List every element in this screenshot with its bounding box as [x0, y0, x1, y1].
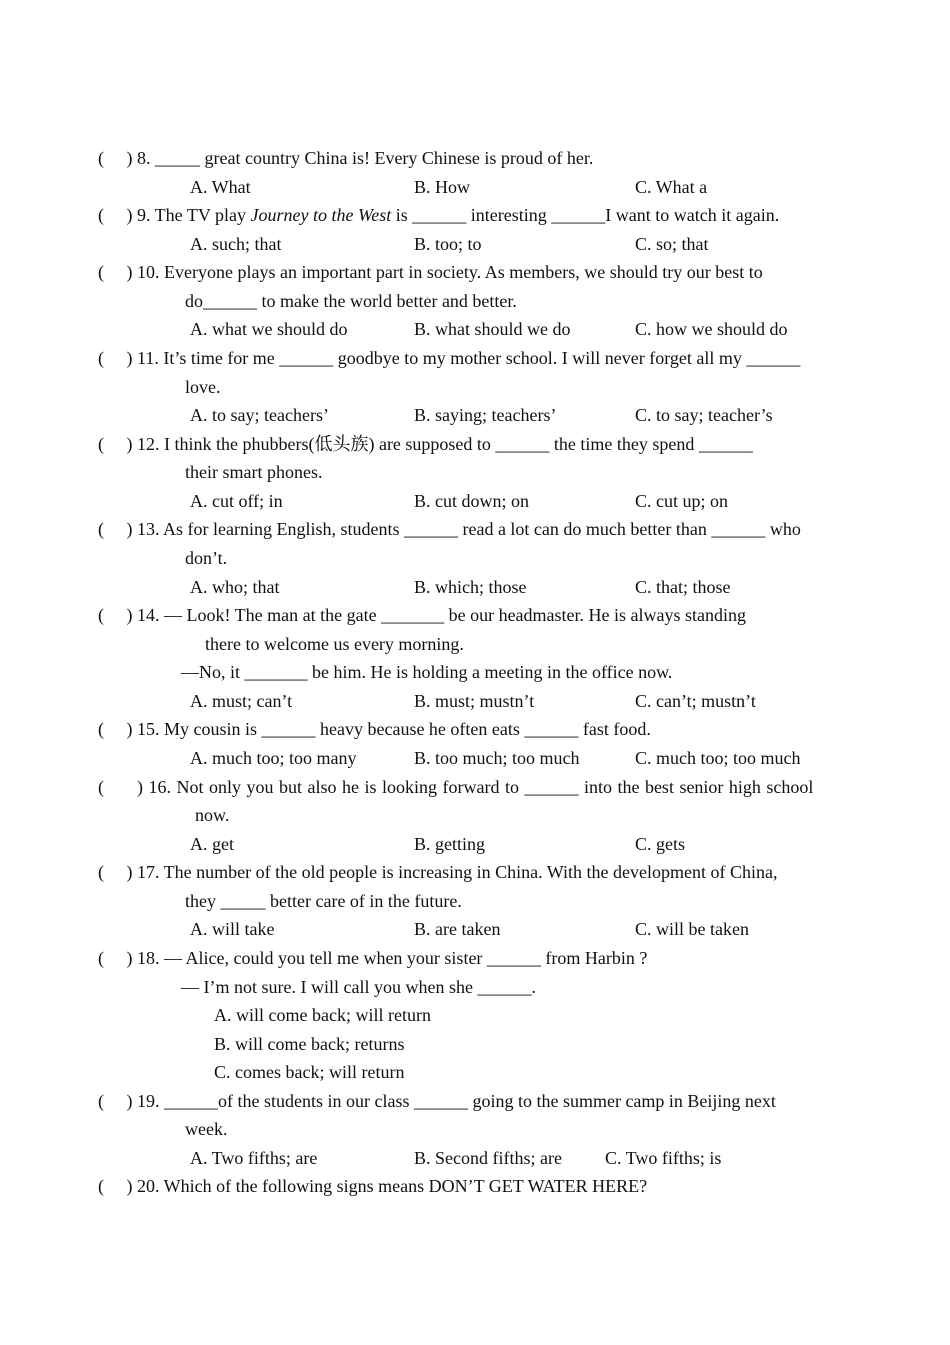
question-16-option-b: B. getting	[414, 834, 485, 854]
question-14-option-a: A. must; can’t	[190, 691, 293, 711]
question-9-option-b: B. too; to	[414, 234, 482, 254]
question-18-stem: ( ) 18. — Alice, could you tell me when your sister ______ from Harbin ?	[98, 948, 648, 968]
question-13-continuation: don’t.	[185, 548, 228, 568]
question-10-option-a: A. what we should do	[190, 319, 348, 339]
question-11-stem: ( ) 11. It’s time for me ______ goodbye to my mother school. I will never forget all my ______	[98, 348, 801, 368]
question-8-option-c: C. What a	[635, 177, 708, 197]
question-14-option-c: C. can’t; mustn’t	[635, 691, 756, 711]
question-18-option-c: C. comes back; will return	[214, 1062, 405, 1082]
question-8-option-a: A. What	[190, 177, 251, 197]
question-16-continuation: now.	[195, 805, 230, 825]
question-9-stem-post: is ______ interesting ______I want to watch it again.	[391, 205, 780, 225]
question-14-option-b: B. must; mustn’t	[414, 691, 535, 711]
question-19-option-c: C. Two fifths; is	[605, 1148, 722, 1168]
question-9-stem	[98, 204, 779, 226]
question-15-stem: ( ) 15. My cousin is ______ heavy because he often eats ______ fast food.	[98, 719, 651, 739]
question-16-option-c: C. gets	[635, 834, 686, 854]
question-18-option-a: A. will come back; will return	[214, 1005, 431, 1025]
question-12-option-a: A. cut off; in	[190, 491, 283, 511]
question-11-option-b: B. saying; teachers’	[414, 405, 557, 425]
question-14-continuation: there to welcome us every morning.	[205, 634, 464, 654]
question-17-continuation: they _____ better care of in the future.	[185, 891, 462, 911]
question-10-option-b: B. what should we do	[414, 319, 571, 339]
question-15-option-c: C. much too; too much	[635, 748, 801, 768]
question-12-option-b: B. cut down; on	[414, 491, 529, 511]
question-18-reply: — I’m not sure. I will call you when she ______.	[181, 977, 536, 997]
question-8-stem: ( ) 8. _____ great country China is! Every Chinese is proud of her.	[98, 148, 594, 168]
question-17-stem: ( ) 17. The number of the old people is increasing in China. With the development of China,	[98, 862, 778, 882]
question-20-stem: ( ) 20. Which of the following signs means DON’T GET WATER HERE?	[98, 1176, 648, 1196]
question-11-continuation: love.	[185, 377, 221, 397]
question-16-option-a: A. get	[190, 834, 234, 854]
question-11-option-c: C. to say; teacher’s	[635, 405, 773, 425]
question-12-continuation: their smart phones.	[185, 462, 323, 482]
question-12-option-c: C. cut up; on	[635, 491, 728, 511]
question-19-option-a: A. Two fifths; are	[190, 1148, 318, 1168]
question-15-option-a: A. much too; too many	[190, 748, 357, 768]
question-9-stem-pre: ( ) 9. The TV play	[98, 205, 251, 225]
question-13-stem: ( ) 13. As for learning English, students ______ read a lot can do much better than ______ who	[98, 519, 801, 539]
question-13-option-b: B. which; those	[414, 577, 527, 597]
question-8-option-b: B. How	[414, 177, 471, 197]
question-14-stem: ( ) 14. — Look! The man at the gate _______ be our headmaster. He is always standing	[98, 605, 747, 625]
question-10-option-c: C. how we should do	[635, 319, 788, 339]
question-10-stem: ( ) 10. Everyone plays an important part in society. As members, we should try our best to	[98, 262, 763, 282]
question-9-option-a: A. such; that	[190, 234, 282, 254]
question-19-option-b: B. Second fifths; are	[414, 1148, 562, 1168]
question-17-option-b: B. are taken	[414, 919, 501, 939]
question-15-option-b: B. too much; too much	[414, 748, 580, 768]
question-19-stem: ( ) 19. ______of the students in our class ______ going to the summer camp in Beijing next	[98, 1091, 776, 1111]
question-13-option-a: A. who; that	[190, 577, 280, 597]
question-17-option-a: A. will take	[190, 919, 275, 939]
question-9-option-c: C. so; that	[635, 234, 709, 254]
question-13-option-c: C. that; those	[635, 577, 731, 597]
question-17-option-c: C. will be taken	[635, 919, 749, 939]
question-12-stem: ( ) 12. I think the phubbers(低头族) are supposed to ______ the time they spend ______	[98, 434, 753, 454]
question-16-stem: ( ) 16. Not only you but also he is looking forward to ______ into the best senior high school	[98, 777, 814, 797]
question-19-continuation: week.	[185, 1119, 228, 1139]
question-10-continuation: do______ to make the world better and better.	[185, 291, 517, 311]
question-11-option-a: A. to say; teachers’	[190, 405, 329, 425]
question-18-option-b: B. will come back; returns	[214, 1034, 405, 1054]
question-9-title: Journey to the West	[250, 205, 392, 225]
question-14-reply: —No, it _______ be him. He is holding a meeting in the office now.	[181, 662, 673, 682]
